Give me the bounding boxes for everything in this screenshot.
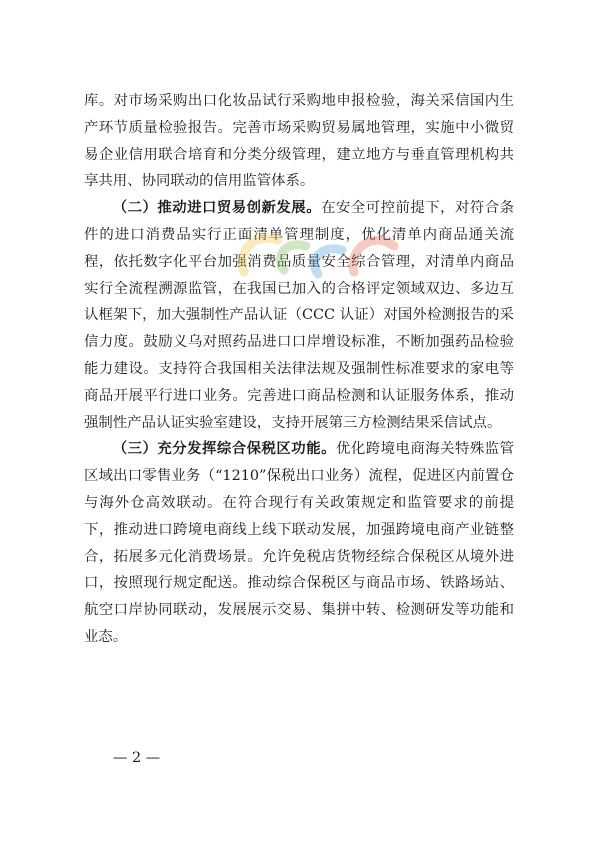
- section-heading-import-trade: （二）推动进口贸易创新发展。: [112, 199, 322, 217]
- paragraph-text: 优化跨境电商海关特殊监管区域出口零售业务（“1210”保税出口业务）流程，促进区内前置仓与海外仓高效联动。在符合现行有关政策规定和监管要求的前提下，推动进口跨境电商线上线下联动发展，加强跨境电商产业链整合，拓展多元化消费场景。允许免税店货物经综合保税区从境外进口，按照现行规定配送。推动综合保税区与商品市场、铁路场站、航空口岸协同联动，发展展示交易、集拼中转、检测研发等功能和业态。: [84, 441, 514, 645]
- paragraph-bonded-zone: [84, 436, 514, 650]
- page-number: — 2 —: [113, 750, 161, 766]
- paragraph-continuation: [84, 88, 514, 195]
- body-text: [84, 88, 514, 651]
- paragraph-text: 在安全可控前提下，对符合条件的进口消费品实行正面清单管理制度，优化清单内商品通关流程，依托数字化平台加强消费品质量安全综合管理，对清单内商品实行全流程溯源监管，在我国已加入的合格评定领域双边、多边互认框架下，加大强制性产品认证（CCC 认证）对国外检测报告的采信力度。鼓励义乌对照药品进口口岸增设标准，不断加强药品检验能力建设。支持符合我国相关法律法规及强制性标准要求的家电等商品开展平行进口业务。完善进口商品检测和认证服务体系，推动强制性产品认证实验室建设，支持开展第三方检测结果采信试点。: [84, 200, 514, 431]
- paragraph-text: 库。对市场采购出口化妆品试行采购地申报检验，海关采信国内生产环节质量检验报告。完善市场采购贸易属地管理，实施中小微贸易企业信用联合培育和分类分级管理，建立地方与垂直管理机构共享共用、协同联动的信用监管体系。: [84, 93, 514, 190]
- section-heading-bonded-zone: （三）充分发挥综合保税区功能。: [112, 440, 336, 458]
- paragraph-import-trade: [84, 195, 514, 436]
